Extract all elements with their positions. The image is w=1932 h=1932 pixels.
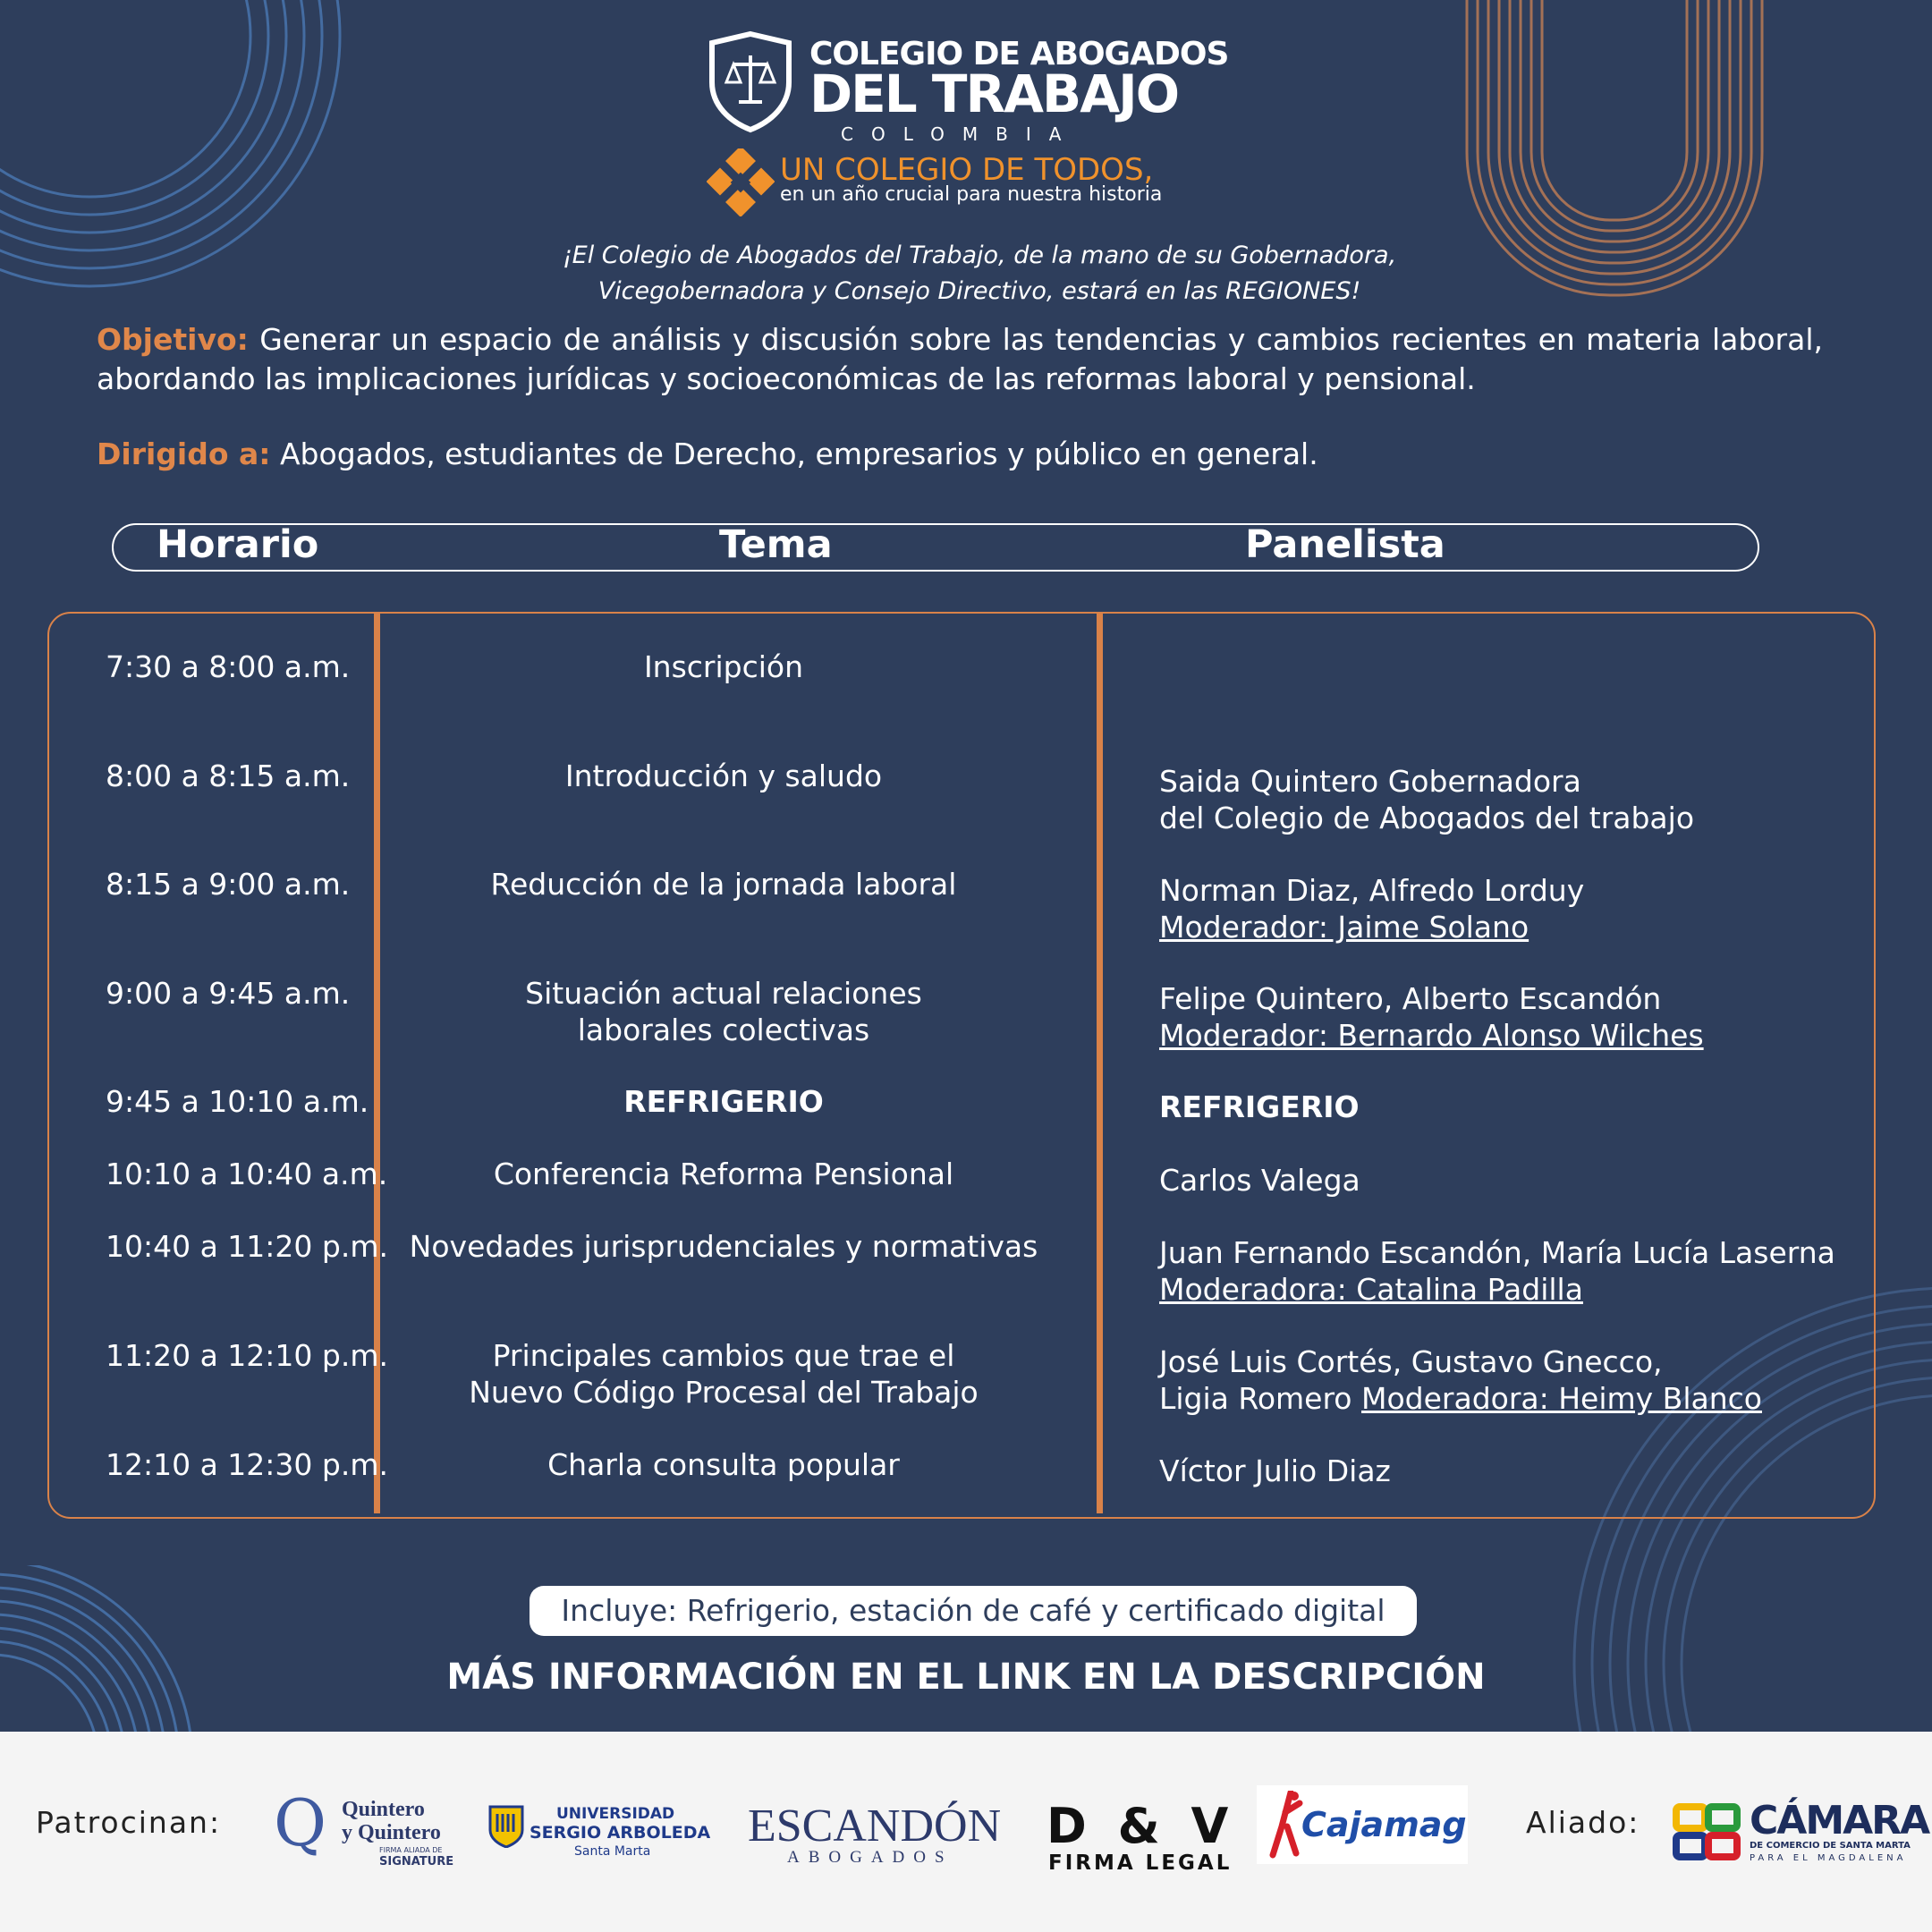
ally-camara-logo	[1673, 1798, 1929, 1877]
row-7-topic: Novedades jurisprudenciales y normativas	[409, 1229, 1038, 1264]
quintero-line-1: Quintero	[342, 1798, 425, 1821]
row-7-time: 10:40 a 11:20 p.m.	[106, 1229, 388, 1264]
dv-line-2: FIRMA LEGAL	[1048, 1852, 1233, 1875]
row-5-time: 9:45 a 10:10 a.m.	[106, 1084, 369, 1119]
shield-scales-icon	[707, 30, 794, 133]
row-4-panel: Felipe Quintero, Alberto Escandón	[1159, 981, 1662, 1016]
objective-text: Generar un espacio de análisis y discusión sobre las tendencias y cambios recientes en materia laboral, abordando las implicaciones jurídicas y socioeconómicas de las reformas laboral y pensional.	[97, 322, 1823, 396]
table-header-pill	[112, 523, 1759, 572]
row-9-panel: Víctor Julio Diaz	[1159, 1453, 1391, 1488]
objective-paragraph	[97, 320, 1823, 399]
quintero-line-2: y Quintero	[342, 1821, 441, 1844]
ally-label: Aliado:	[1526, 1805, 1640, 1840]
row-8-panel-line-2	[1159, 1380, 1762, 1417]
more-info-text: MÁS INFORMACIÓN EN EL LINK EN LA DESCRIPCIÓN	[446, 1657, 1486, 1698]
row-8-panel-line-1: José Luis Cortés, Gustavo Gnecco,	[1159, 1344, 1663, 1379]
camara-chain-icon	[1673, 1801, 1744, 1864]
logo-line-3: COLOMBIA	[841, 123, 1080, 145]
diamond-chain-icon	[707, 148, 775, 216]
audience-paragraph	[97, 435, 1823, 474]
sponsor-escandon-logo	[748, 1800, 1007, 1871]
sponsor-cajamag-logo	[1257, 1785, 1468, 1864]
row-3-time: 8:15 a 9:00 a.m.	[106, 867, 351, 902]
row-4-topic-line-2: laborales colectivas	[577, 1013, 870, 1047]
row-1-topic: Inscripción	[643, 649, 804, 684]
row-3-moderator: Moderador: Jaime Solano	[1159, 910, 1530, 945]
row-7-panel: Juan Fernando Escandón, María Lucía Laserna	[1159, 1235, 1835, 1270]
row-9-time: 12:10 a 12:30 p.m.	[106, 1447, 388, 1482]
row-3-panel: Norman Diaz, Alfredo Lorduy	[1159, 873, 1585, 908]
column-divider-2	[1097, 614, 1103, 1513]
usa-line-3: Santa Marta	[574, 1844, 651, 1859]
row-8-panel-name: Ligia Romero	[1159, 1381, 1352, 1416]
row-3-topic: Reducción de la jornada laboral	[490, 867, 957, 902]
slogan-subtitle: en un año crucial para nuestra historia	[780, 183, 1163, 206]
row-8-time: 11:20 a 12:10 p.m.	[106, 1338, 388, 1373]
cajamag-figure-icon	[1269, 1791, 1305, 1859]
intro-text	[402, 238, 1556, 309]
sponsor-dv-logo	[1046, 1798, 1234, 1878]
audience-label: Dirigido a:	[97, 436, 271, 471]
sponsor-usa-logo	[488, 1805, 711, 1862]
row-6-panel: Carlos Valega	[1159, 1163, 1360, 1198]
logo-line-1: COLEGIO DE ABOGADOS	[809, 36, 1229, 72]
row-6-topic: Conferencia Reforma Pensional	[493, 1157, 954, 1191]
row-2-topic: Introducción y saludo	[564, 758, 883, 793]
intro-line-1: ¡El Colegio de Abogados del Trabajo, de la mano de su Gobernadora,	[562, 242, 1397, 269]
header-tema: Tema	[719, 522, 833, 567]
dv-line-1: D & V	[1046, 1798, 1236, 1854]
camara-line-1: CÁMARA	[1750, 1798, 1929, 1843]
intro-line-2: Vicegobernadora y Consejo Directivo, estará en las REGIONES!	[597, 277, 1361, 305]
row-4-moderator: Moderador: Bernardo Alonso Wilches	[1159, 1018, 1704, 1053]
quintero-line-4: SIGNATURE	[379, 1855, 454, 1868]
sponsor-quintero-logo	[274, 1785, 454, 1871]
usa-line-1: UNIVERSIDAD	[556, 1805, 675, 1823]
row-6-time: 10:10 a 10:40 a.m.	[106, 1157, 388, 1191]
logo-line-2: DEL TRABAJO	[809, 64, 1179, 124]
row-4-topic-line-1: Situación actual relaciones	[525, 976, 922, 1011]
row-8-topic-line-1: Principales cambios que trae el	[492, 1338, 955, 1373]
camara-line-2: DE COMERCIO DE SANTA MARTA	[1750, 1841, 1911, 1851]
usa-line-2: SERGIO ARBOLEDA	[530, 1823, 711, 1843]
header-horario: Horario	[157, 522, 319, 567]
camara-line-3: PARA EL MAGDALENA	[1750, 1853, 1907, 1863]
escandon-line-2: ABOGADOS	[787, 1848, 953, 1867]
row-2-panel-line-1: Saida Quintero Gobernadora	[1159, 764, 1581, 799]
sponsors-label: Patrocinan:	[36, 1805, 222, 1840]
row-7-moderator: Moderadora: Catalina Padilla	[1159, 1272, 1583, 1307]
header-panelista: Panelista	[1245, 522, 1445, 567]
cajamag-text: Cajamag	[1301, 1805, 1467, 1844]
usa-shield-icon	[488, 1805, 524, 1848]
row-8-moderator: Moderadora: Heimy Blanco	[1361, 1381, 1762, 1416]
audience-text: Abogados, estudiantes de Derecho, empresarios y público en general.	[279, 436, 1318, 471]
row-1-time: 7:30 a 8:00 a.m.	[106, 649, 351, 684]
row-4-time: 9:00 a 9:45 a.m.	[106, 976, 351, 1011]
decorative-arcs-top-left	[0, 0, 376, 304]
quintero-line-3: FIRMA ALIADA DE	[379, 1846, 443, 1854]
row-2-time: 8:00 a 8:15 a.m.	[106, 758, 351, 793]
decorative-arcs-bottom-left	[0, 1565, 197, 1732]
row-5-panel: REFRIGERIO	[1159, 1089, 1360, 1124]
escandon-line-1: ESCANDÓN	[748, 1801, 1002, 1852]
q-letter-icon: Q	[274, 1785, 327, 1860]
objective-label: Objetivo:	[97, 322, 249, 357]
row-8-topic-line-2: Nuevo Código Procesal del Trabajo	[469, 1375, 979, 1410]
row-9-topic: Charla consulta popular	[547, 1447, 900, 1482]
row-2-panel-line-2: del Colegio de Abogados del trabajo	[1159, 801, 1695, 835]
includes-badge: Incluye: Refrigerio, estación de café y certificado digital	[530, 1586, 1417, 1636]
slogan-title: UN COLEGIO DE TODOS,	[780, 152, 1154, 188]
row-5-topic: REFRIGERIO	[623, 1084, 824, 1119]
colegio-logo	[707, 30, 1229, 145]
